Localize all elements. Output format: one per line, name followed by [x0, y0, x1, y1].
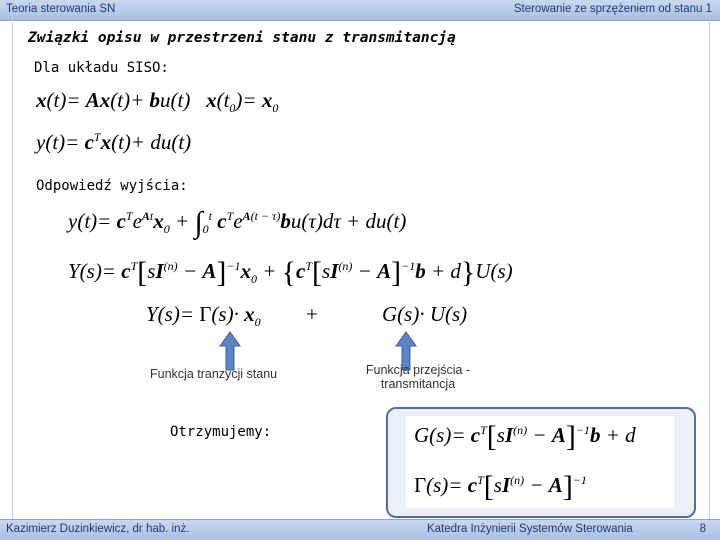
lecture-title: Sterowanie ze sprzężeniem od stanu 1 [513, 3, 712, 15]
structure-right: G(s)· U(s) [382, 302, 468, 326]
arrow-up-icon [218, 330, 242, 372]
result-G-equation: $G(s)= c^T[sI^{(n)} - A]^{-1}b + d$ [414, 420, 636, 453]
slide-title: Związki opisu w przestrzeni stanu z transmitancją [28, 30, 456, 46]
structure-left: $Y(s)= \Gamma(s)\cdot x_0$ [146, 302, 261, 330]
course-title: Teoria sterowania SN [6, 3, 116, 15]
time-response-equation: $y(t)= c^Te^{At}x_0 + \int_0^t$ $c^Te^{A(t - \tau)}bu(\tau)d\tau + du(t)$ [68, 206, 407, 239]
laplace-response-equation: $Y(s)= c^T[sI^{(n)} - A]^{-1}x_0 + \{c^T[sI^{(n)} - A]^{-1}b + d\}U(s)$ [68, 256, 513, 289]
footer-bar [0, 519, 720, 540]
department: Katedra Inżynierii Systemów Sterowania [427, 523, 633, 535]
state-equation: x(t)= Ax(t)+ bu(t) $x(t_0)= x_0$ [36, 88, 279, 116]
structure-plus: + [306, 302, 318, 326]
author: Kazimierz Duzinkiewicz, dr hab. inż. [6, 523, 190, 535]
siso-label: Dla układu SISO: [34, 60, 169, 76]
page-number: 8 [699, 523, 706, 535]
output-equation: $y(t)= c^Tx(t)+ du(t)$ [36, 130, 192, 154]
result-label: Otrzymujemy: [170, 424, 272, 440]
transfer-caption-line1: Funkcja przejścia - [365, 363, 471, 377]
response-label: Odpowiedź wyjścia: [36, 178, 188, 194]
result-gamma-equation: $\Gamma(s)= c^T[sI^{(n)} - A]^{-1}$ [414, 470, 587, 503]
transition-caption: Funkcja tranzycji stanu [150, 367, 278, 381]
transfer-caption [356, 363, 480, 391]
transfer-caption-line2: transmitancja [380, 377, 456, 391]
header-bar [0, 0, 720, 21]
